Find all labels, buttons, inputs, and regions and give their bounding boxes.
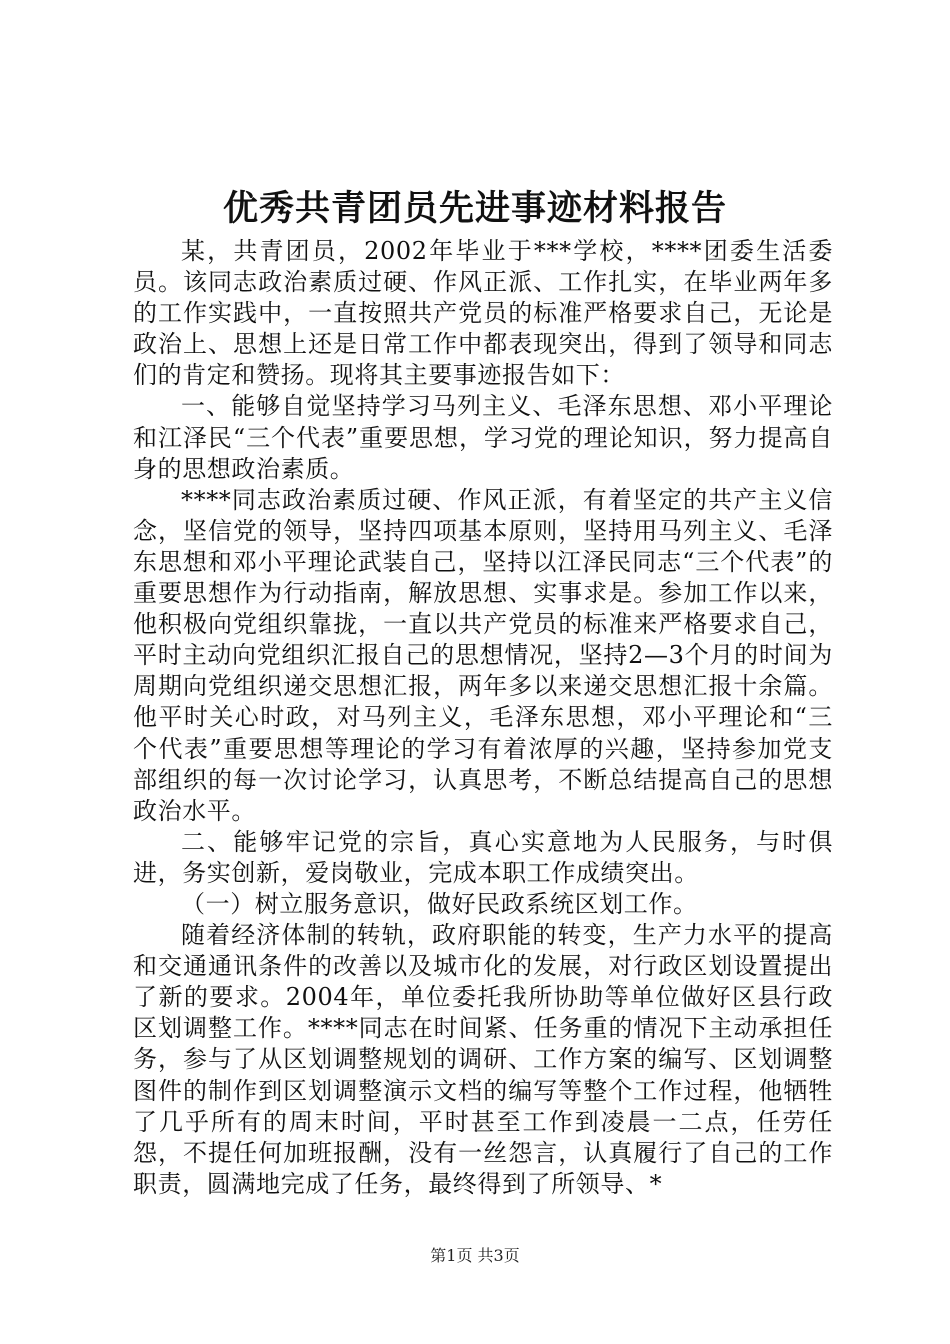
paragraph-section-1-heading: 一、能够自觉坚持学习马列主义、毛泽东思想、邓小平理论和江泽民“三个代表”重要思想，学习党的理论知识，努力提高自身的思想政治素质。 — [133, 392, 833, 483]
paragraph-subsection-1-heading: （一）树立服务意识，做好民政系统区划工作。 — [181, 889, 698, 918]
document-title: 优秀共青团员先进事迹材料报告 — [222, 188, 727, 229]
document-body — [133, 236, 833, 1200]
paragraph-section-1-body: ****同志政治素质过硬、作风正派，有着坚定的共产主义信念，坚信党的领导，坚持四项基本原则，坚持用马列主义、毛泽东思想和邓小平理论武装自己，坚持以江泽民同志“三个代表”的重要思想作为行动指南，解放思想、实事求是。参加工作以来，他积极向党组织靠拢，一直以共产党员的标准来严格要求自己，平时主动向党组织汇报自己的思想情况，坚持2—3个月的时间为周期向党组织递交思想汇报，两年多以来递交思想汇报十余篇。他平时关心时政，对马列主义，毛泽东思想，邓小平理论和“三个代表”重要思想等理论的学习有着浓厚的兴趣，坚持参加党支部组织的每一次讨论学习，认真思考，不断总结提高自己的思想政治水平。 — [133, 485, 833, 825]
paragraph-section-2-heading: 二、能够牢记党的宗旨，真心实意地为人民服务，与时俱进，务实创新，爱岗敬业，完成本职工作成绩突出。 — [133, 827, 833, 887]
paragraph-intro: 某，共青团员，2002年毕业于***学校，****团委生活委员。该同志政治素质过硬、作风正派、工作扎实，在毕业两年多的工作实践中，一直按照共产党员的标准严格要求自己，无论是政治上、思想上还是日常工作中都表现突出，得到了领导和同志们的肯定和赞扬。现将其主要事迹报告如下： — [133, 237, 833, 390]
paragraph-subsection-1-body: 随着经济体制的转轨，政府职能的转变，生产力水平的提高和交通通讯条件的改善以及城市化的发展，对行政区划设置提出了新的要求。2004年，单位委托我所协助等单位做好区县行政区划调整工作。****同志在时间紧、任务重的情况下主动承担任务，参与了从区划调整规划的调研、工作方案的编写、区划调整图件的制作到区划调整演示文档的编写等整个工作过程，他牺牲了几乎所有的周末时间，平时甚至工作到凌晨一二点，任劳任怨，不提任何加班报酬，没有一丝怨言，认真履行了自己的工作职责，圆满地完成了任务，最终得到了所领导、* — [133, 921, 833, 1198]
page-footer: 第1页 共3页 — [430, 1246, 520, 1265]
